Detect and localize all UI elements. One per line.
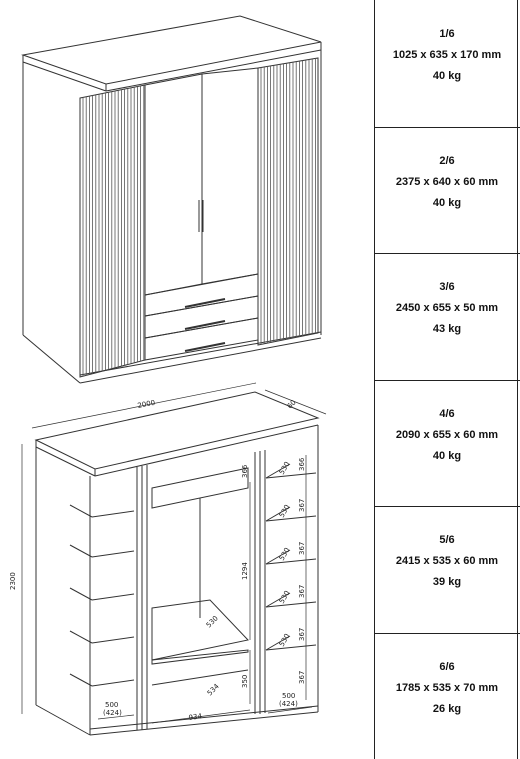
dim-right-shelf-w: 500 xyxy=(282,692,296,700)
dim-left-shelf-w-inner: (424) xyxy=(103,709,122,717)
dim-right-depth-3: 530 xyxy=(277,546,292,562)
package-size: 2375 x 640 x 60 mm xyxy=(395,175,499,188)
dim-right-depth-1: 530 xyxy=(277,460,292,476)
package-row-divider xyxy=(374,380,520,381)
shelf-side xyxy=(70,631,92,643)
shelf-side xyxy=(70,505,92,517)
dim-center-width: 934 xyxy=(188,712,203,722)
package-index: 3/6 xyxy=(439,281,455,293)
left-door-fluting xyxy=(83,85,144,376)
dim-right-h-4: 367 xyxy=(298,584,306,598)
dim-right-h-2: 367 xyxy=(298,498,306,512)
dim-right-h-3: 367 xyxy=(298,541,306,555)
dim-right-depth-5: 530 xyxy=(277,632,292,648)
shelf-front xyxy=(92,637,134,643)
dim-width-top: 2000 xyxy=(136,398,156,410)
shelf-side xyxy=(70,674,92,686)
package-index: 4/6 xyxy=(439,407,455,420)
package-row-divider xyxy=(374,253,520,254)
package-size: 1785 x 535 x 70 mm xyxy=(395,681,499,694)
dim-right-h-5: 367 xyxy=(298,627,306,641)
package-weight: 40 kg xyxy=(432,70,462,82)
package-row-divider xyxy=(374,633,520,634)
dim-height-side: 2300 xyxy=(9,572,17,590)
package-index: 6/6 xyxy=(439,660,455,673)
package-weight: 43 kg xyxy=(432,323,462,335)
package-size: 2415 x 535 x 60 mm xyxy=(395,555,499,567)
dim-left-shelf-w: 500 xyxy=(105,701,119,709)
shelf-side xyxy=(70,588,92,600)
package-row xyxy=(374,404,520,467)
package-weight: 26 kg xyxy=(432,702,462,715)
dim-center-hang-height: 1294 xyxy=(241,562,249,580)
dim-right-shelf-w-inner: (424) xyxy=(279,700,298,708)
package-index: 1/6 xyxy=(439,28,455,40)
dim-center-lower-h: 350 xyxy=(241,674,249,688)
package-size: 2450 x 655 x 50 mm xyxy=(395,302,499,314)
dim-center-top-h: 366 xyxy=(241,464,249,478)
package-weight: 40 kg xyxy=(432,449,462,462)
package-weight: 40 kg xyxy=(432,196,462,209)
package-table xyxy=(374,0,520,759)
package-size: 2090 x 655 x 60 mm xyxy=(395,428,499,441)
dim-right-depth-2: 530 xyxy=(277,503,292,519)
package-size: 1025 x 635 x 170 mm xyxy=(392,49,502,61)
package-row xyxy=(374,277,520,340)
closed-wardrobe-illustration xyxy=(23,16,321,383)
dim-right-depth-4: 530 xyxy=(277,589,292,605)
package-row xyxy=(374,657,520,720)
right-door-fluting xyxy=(261,58,315,344)
shelf-front xyxy=(92,680,134,686)
shelf-front xyxy=(92,551,134,557)
package-row-divider xyxy=(374,506,520,507)
package-row xyxy=(374,151,520,214)
dim-right-h-1: 366 xyxy=(298,457,306,471)
package-index: 2/6 xyxy=(439,154,455,167)
dim-right-h-6: 367 xyxy=(298,670,306,684)
dim-center-depth-b: 534 xyxy=(205,682,221,698)
package-index: 5/6 xyxy=(439,534,455,546)
package-weight: 39 kg xyxy=(432,576,462,588)
right-shelves xyxy=(266,464,316,650)
dim-center-depth-a: 530 xyxy=(204,614,220,630)
shelf-front xyxy=(92,511,134,517)
package-row xyxy=(374,530,520,593)
dim-depth-top: 60 xyxy=(285,398,298,411)
shelf-front xyxy=(92,594,134,600)
package-row xyxy=(374,24,520,87)
shelf-side xyxy=(70,545,92,557)
left-shelves xyxy=(70,505,134,686)
package-row-divider xyxy=(374,127,520,128)
